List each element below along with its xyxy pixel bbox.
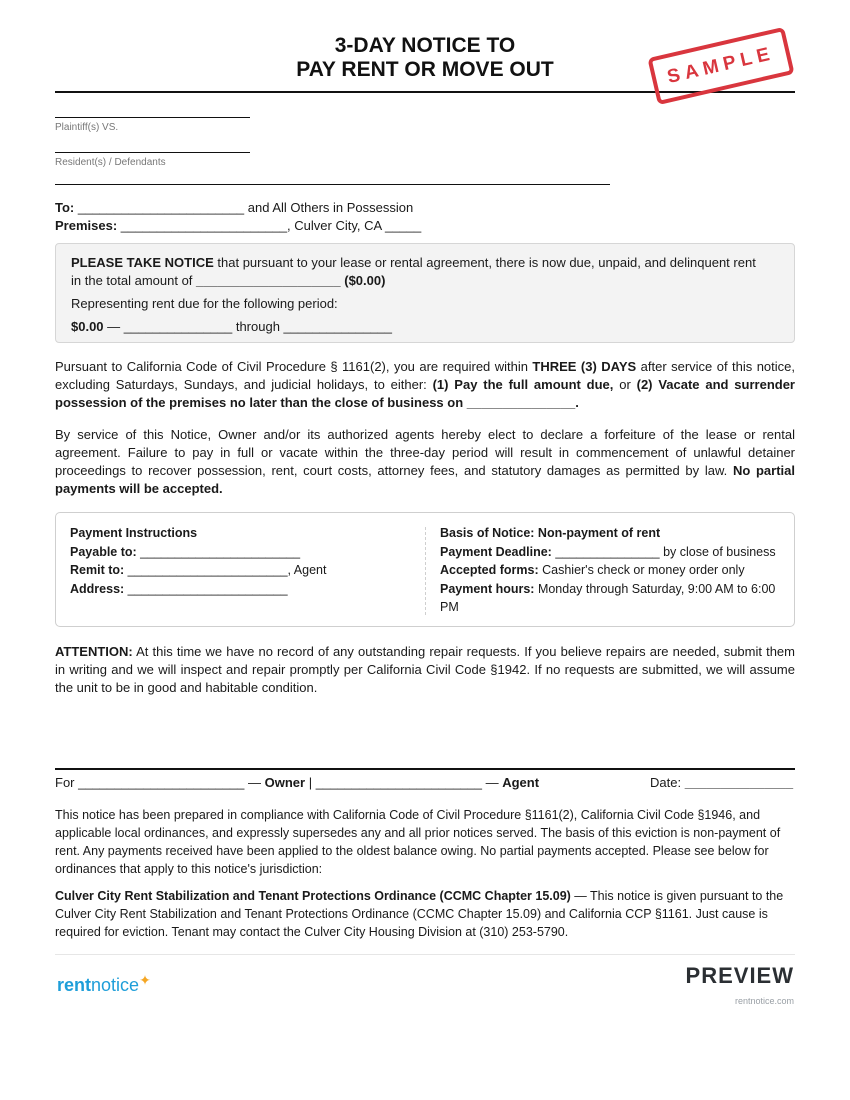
attention-label: ATTENTION:: [55, 644, 133, 659]
premises-text: _______________________, Culver City, CA _____: [117, 218, 422, 233]
address-value: _______________________: [124, 582, 288, 596]
owner-label: Owner: [264, 775, 306, 790]
option-vacate: (2) Vacate and surrender possession of the premises no later than the close of business on _______________.: [55, 377, 795, 410]
ordinance-paragraph: [55, 887, 795, 941]
ordinance-title: Culver City Rent Stabilization and Tenant Protections Ordinance (CCMC Chapter 15.09): [55, 889, 571, 903]
page-title-line2: PAY RENT OR MOVE OUT: [296, 58, 554, 81]
basis-of-notice: Basis of Notice: Non-payment of rent: [440, 526, 661, 540]
deadline-line: [440, 543, 776, 561]
case-divider: [55, 184, 610, 185]
for-text: For _______________________ —: [55, 775, 265, 790]
hours-line: [440, 580, 775, 598]
rentnotice-logo: [57, 974, 151, 997]
attention-paragraph: [55, 643, 795, 697]
forfeiture-text: By service of this Notice, Owner and/or its authorized agents hereby elect to declare a forfeiture of the lease or rental agreement. Failure to pay in full or vacate within the three-day period will result in commencement of unlawful detainer proceedings to recover possession, rent, court costs, attorney fees, and statutory damages as permitted by law.: [55, 427, 795, 478]
sparkle-icon: ✦: [139, 972, 151, 988]
period-label: Representing rent due for the following period:: [71, 296, 338, 311]
no-partial-payments: No partial payments will be accepted.: [55, 463, 795, 496]
to-line: [55, 199, 413, 217]
amount-prefix: in the total amount of: [71, 273, 197, 288]
period-line: [71, 318, 781, 336]
forms-value: Cashier's check or money order only: [538, 563, 745, 577]
ordinance-text: — This notice is given pursuant to the Culver City Rent Stabilization and Tenant Protections Ordinance (CCMC Chapter 15.09) and California CCP §1161. Just cause is required for eviction. Tenant may contact the Culver City Housing Division at (310) 253-5790.: [55, 889, 784, 939]
page-title-line1: 3-DAY NOTICE TO: [334, 34, 516, 57]
remit-value: _______________________, Agent: [124, 563, 327, 577]
logo-notice: notice: [91, 975, 140, 995]
premises-line: [55, 217, 421, 235]
agent-label: Agent: [502, 775, 540, 790]
deadline-label: Payment Deadline:: [440, 545, 552, 559]
para1-text3: or: [613, 377, 637, 392]
signature-owner-agent: [55, 774, 539, 792]
option-pay: (1) Pay the full amount due,: [432, 377, 614, 392]
footer-rule: [55, 954, 795, 955]
address-label: Address:: [70, 582, 125, 596]
site-url: rentnotice.com: [734, 996, 794, 1006]
payable-line: [70, 543, 300, 561]
to-text: _______________________ and All Others in Possession: [74, 200, 414, 215]
forms-line: [440, 561, 745, 579]
attention-text: At this time we have no record of any outstanding repair requests. If you believe repairs are needed, submit them in writing and we will inspect and repair promptly per California Civil Code §1942. If no requests are submitted, we will assume the unit to be in good and habitable condition.: [55, 644, 795, 695]
forms-label: Accepted forms:: [440, 563, 539, 577]
notice-line1: [71, 254, 781, 272]
date-label: Date:: [650, 775, 685, 790]
premises-label: Premises:: [55, 218, 118, 233]
remit-label: Remit to:: [70, 563, 125, 577]
payment-box: [55, 512, 795, 627]
date-value: _______________: [684, 775, 794, 790]
notice-lead-text: that pursuant to your lease or rental agreement, there is now due, unpaid, and delinquent rent: [213, 255, 756, 270]
payable-label: Payable to:: [70, 545, 137, 559]
para1-text1: Pursuant to California Code of Civil Procedure § 1161(2), you are required within: [55, 359, 533, 374]
notice-amount-line: [71, 272, 781, 290]
three-days: THREE (3) DAYS: [532, 359, 637, 374]
signature-rule: [55, 768, 795, 770]
resident-line: [55, 152, 250, 153]
payment-heading: Payment Instructions: [70, 526, 198, 540]
period-text: — _______________ through _______________: [103, 319, 392, 334]
compliance-paragraph: This notice has been prepared in compliance with California Code of Civil Procedure §1161(2), California Civil Code §1946, and applicable local ordinances, and expressly supersedes any and all prior notices served. The basis of this eviction is non-payment of rent. Any payments received have been applied to the oldest balance owing. No partial payments accepted. Please see below for ordinances that apply to this notice's jurisdiction:: [55, 808, 781, 876]
notice-lead: PLEASE TAKE NOTICE: [71, 255, 214, 270]
deadline-paragraph: [55, 358, 795, 412]
to-label: To:: [55, 200, 75, 215]
agent-line: | _______________________ —: [305, 775, 503, 790]
remit-line: [70, 561, 326, 579]
hours-label: Payment hours:: [440, 582, 535, 596]
payment-divider: [425, 527, 426, 615]
para1-text2: after service of this notice, excluding Saturdays, Sundays, and judicial holidays, to either:: [55, 359, 796, 392]
deadline-value: _______________ by close of business: [551, 545, 776, 559]
logo-rent: rent: [57, 975, 92, 995]
plaintiff-caption: Plaintiff(s) VS.: [55, 122, 119, 133]
hours-line2: PM: [440, 600, 459, 614]
payable-value: _______________________: [136, 545, 301, 559]
plaintiff-line: [55, 117, 250, 118]
resident-caption: Resident(s) / Defendants: [55, 157, 166, 168]
amount-value: ____________________ ($0.00): [196, 273, 386, 288]
period-amount: $0.00: [71, 319, 104, 334]
notice-box: [55, 243, 795, 343]
forfeiture-paragraph: [55, 426, 795, 498]
hours-value: Monday through Saturday, 9:00 AM to 6:00: [534, 582, 776, 596]
preview-label: PREVIEW: [685, 963, 794, 988]
address-line: [70, 580, 288, 598]
sample-stamp: SAMPLE: [647, 27, 794, 105]
signature-date: [650, 774, 793, 792]
